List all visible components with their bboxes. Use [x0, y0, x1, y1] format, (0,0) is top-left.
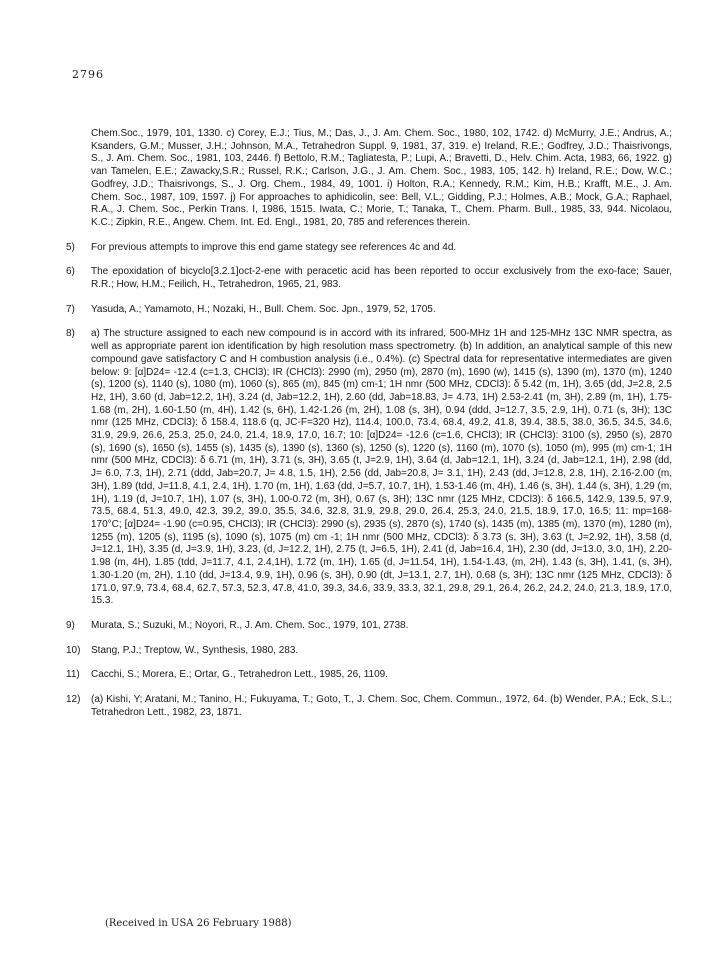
reference-7 — [66, 304, 672, 317]
received-date: (Received in USA 26 February 1988) — [105, 918, 292, 929]
reference-10 — [66, 645, 672, 658]
reference-text: a) The structure assigned to each new compound is in accord with its infrared, 500-MHz 1H and 125-MHz 13C NMR spectra, as well as appropriate parent ion identification by high resolution mass spectrometry. (b) In addition, an analytical sample of this new compound gave satisfactory C and H combustion analysis (i.e., 0.4%). (c) Spectral data for representative intermediates are given below: 9: [α]D24= -12.4 (c=1.3, CHCl3); IR (CHCl3): 2990 (m), 2950 (m), 2870 (m), 1690 (w), 1415 (s), 1390 (m), 1370 (m), 1240 (s), 1200 (s), 1140 (s), 1080 (m), 1060 (s), 865 (m), 845 (m) cm-1; 1H nmr (500 MHz, CDCl3): δ 5.42 (m, 1H), 3.65 (dd, J=2.8, 2.5 Hz, 1H), 3.60 (d, Jab=12.2, 1H), 3.24 (d, Jab=12.2, 1H), 2.60 (dd, Jab=18.83, J= 4.73, 1H) 2.53-2.41 (m, 3H), 2.89 (m, 1H), 1.75-1.68 (m, 2H), 1.60-1.50 (m, 4H), 1.42 (s, 6H), 1.42-1.26 (m, 2H), 1.08 (s, 3H), 0.94 (ddd, J=12.7, 3.5, 2.9, 1H), 0.71 (s, 3H); 13C nmr (125 MHz, CDCl3): δ 158.4, 118.6 (q, JC-F=320 Hz), 114.4, 100.0, 73.4, 68.4, 49.2, 41.8, 39.4, 38.5, 38.0, 36.5, 34.5, 34.6, 31.9, 29.9, 26.6, 25.3, 25.0, 24.0, 21.4, 18.9, 17.0, 16.7; 10: [α]D24= -12.6 (c=1.6, CHCl3); IR (CHCl3): 3100 (s), 2950 (s), 2870 (s), 1690 (s), 1650 (s), 1455 (s), 1435 (s), 1390 (s), 1360 (s), 1250 (s), 1220 (s), 1160 (m), 1070 (s), 1050 (m), 995 (m) cm-1; 1H nmr (500 MHz, CDCl3): δ 6.71 (m, 1H), 3.71 (s, 3H), 3.65 (t, J=2.9, 1H), 3.64 (d, Jab=12.1, 1H), 3.24 (d, Jab=12.1, 1H), 2.98 (dd, J= 6.0, 7.3, 1H), 2.71 (ddd, Jab=20.7, J= 4.8, 1.5, 1H), 2.56 (dd, Jab=20.8, J= 3.1, 1H), 2.43 (dd, J=12.8, 2.8, 1H), 2.16-2.00 (m, 3H), 1.89 (tdd, J=11.8, 4.1, 2.4, 1H), 1.70 (m, 1H), 1.63 (dd, J=5.7, 10.7, 1H), 1.53-1.46 (m, 4H), 1.46 (s, 3H), 1.44 (s, 3H), 1.29 (m, 1H), 1.19 (d, J=10.7, 1H), 1.07 (s, 3H), 1.00-0.72 (m, 3H), 0.67 (s, 3H); 13C nmr (125 MHz, CDCl3): δ 166.5, 142.9, 139.5, 97.9, 73.5, 68.4, 51.3, 49.0, 42.3, 39.2, 39.0, 35.5, 34.6, 32.8, 31.9, 29.8, 29.0, 26.4, 25.3, 24.0, 21.5, 18.9, 17.0, 16.5; 11: mp=168-170°C; [α]D24= -1.90 (c=0.95, CHCl3); IR (CHCl3): 2990 (s), 2935 (s), 2870 (s), 1740 (s), 1435 (m), 1385 (m), 1370 (m), 1280 (m), 1255 (m), 1205 (s), 1195 (s), 1090 (s), 1075 (m) cm -1; 1H nmr (500 MHz, CDCl3): δ 3.73 (s, 3H), 3.63 (t, J=2.92, 1H), 3.58 (d, J=12.1, 1H), 3.35 (d, J=3.9, 1H), 3.23, (d, J=12.2, 1H), 2.75 (t, J=6.5, 1H), 2.41 (d, Jab=16.4, 1H), 2.30 (dd, J=13.0, 3.0, 1H), 2.20-1.98 (m, 4H), 1.85 (tdd, J=11.7, 4.1, 2.4,1H), 1.72 (m, 1H), 1.65 (d, J=11.54, 1H), 1.54-1.43, (m, 2H), 1.43 (s, 3H), 1.41, (s, 3H), 1.30-1.20 (m, 2H), 1.10 (dd, J=13.4, 9.9, 1H), 0.96 (s, 3H), 0.90 (dt, J=13.1, 2.7, 1H), 0.68 (s, 3H); 13C nmr (125 MHz, CDCl3): δ 171.0, 97.9, 73.4, 68.4, 62.7, 57.3, 52.3, 47.8, 41.0, 39.3, 34.6, 33.9, 33.3, 32.1, 29.8, 29.1, 26.4, 26.2, 24.2, 24.0, 21.3, 18.9, 17.0, 15.3. — [91, 328, 672, 607]
reference-12 — [66, 694, 672, 719]
reference-8 — [66, 328, 672, 607]
reference-text: (a) Kishi, Y; Aratani, M.; Tanino, H.; Fukuyama, T.; Goto, T., J. Chem. Soc, Chem. Commun., 1972, 64. (b) Wender, P.A.; Eck, S.L.; Tetrahedron Lett., 1982, 23, 1871. — [91, 694, 672, 718]
reference-text: Yasuda, A.; Yamamoto, H.; Nozaki, H., Bull. Chem. Soc. Jpn., 1979, 52, 1705. — [91, 303, 436, 315]
reference-5 — [66, 242, 672, 255]
reference-number: 11) — [66, 669, 80, 681]
reference-11 — [66, 669, 672, 682]
reference-number: 7) — [66, 303, 75, 315]
reference-text: Murata, S.; Suzuki, M.; Noyori, R., J. Am. Chem. Soc., 1979, 101, 2738. — [91, 619, 409, 631]
reference-6 — [66, 266, 672, 291]
reference-number: 5) — [66, 241, 75, 253]
reference-number: 8) — [66, 328, 75, 340]
references-list — [66, 128, 672, 731]
reference-number: 10) — [66, 644, 81, 656]
reference-number: 12) — [66, 694, 81, 706]
reference-text: For previous attempts to improve this end game stategy see references 4c and 4d. — [91, 241, 457, 253]
reference-continuation: Chem.Soc., 1979, 101, 1330. c) Corey, E.J.; Tius, M.; Das, J., J. Am. Chem. Soc., 1980, 102, 1742. d) McMurry, J.E.; Andrus, A.; Ksanders, G.M.; Musser, J.H.; Johnson, M.A., Tetrahedron Suppl. 9, 1981, 37, 319. e) Ireland, R.E.; Godfrey, J.D.; Thaisrivongs, S., J. Am. Chem. Soc., 1981, 103, 2446. f) Bettolo, R.M.; Tagliatesta, P.; Lupi, A.; Bravetti, D., Helv. Chim. Acta, 1983, 66, 1922. g) van Tamelen, E.E.; Zawacky,S.R.; Russel, R.K.; Carlson, J.G., J. Am. Chem. Soc., 1983, 105, 142. h) Ireland, R.E.; Dow, W.C.; Godfrey, J.D.; Thaisrivongs, S., J. Org. Chem., 1984, 49, 1001. i) Holton, R.A.; Kennedy, R.M.; Kim, H.B.; Krafft, M.E., J. Am. Chem. Soc., 1987, 109, 1597. j) For approaches to aphidicolin, see: Bell, V.L.; Gidding, P.J.; Holmes, A.B.; Mock, G.A.; Raphael, R.A., J. Chem. Soc., Perkin Trans. I, 1986, 1515. Iwata, C.; Morie, T.; Tanaka, T., Chem. Pharm. Bull., 1985, 33, 944. Nicolaou, K.C.; Zipkin, R.E., Angew. Chem. Int. Ed. Engl., 1981, 20, 785 and references therein. — [91, 128, 672, 228]
reference-9 — [66, 620, 672, 633]
reference-text: Cacchi, S.; Morera, E.; Ortar, G., Tetrahedron Lett., 1985, 26, 1109. — [91, 669, 389, 681]
reference-text: The epoxidation of bicyclo[3.2.1]oct-2-ene with peracetic acid has been reported to occur exclusively from the exo-face; Sauer, R.R.; How, H.M.; Feilich, H., Tetrahedron, 1965, 21, 983. — [91, 266, 672, 291]
reference-number: 9) — [66, 619, 75, 631]
reference-number: 6) — [66, 266, 75, 278]
reference-text: Stang, P.J.; Treptow, W., Synthesis, 1980, 283. — [91, 644, 299, 656]
page-number: 2796 — [72, 68, 104, 81]
